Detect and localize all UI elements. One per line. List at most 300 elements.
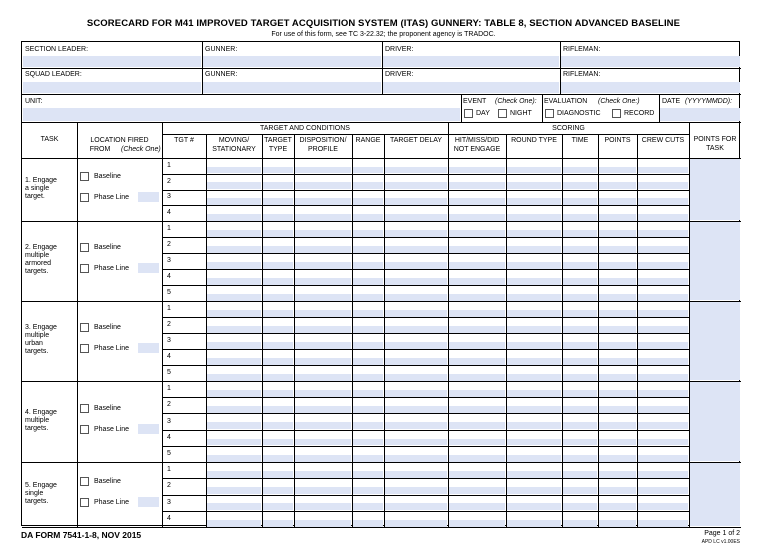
score-cell-field[interactable] xyxy=(207,471,261,478)
score-cell-field[interactable] xyxy=(385,358,447,365)
target-number: 2 xyxy=(167,177,171,185)
gunner-field-2[interactable] xyxy=(203,82,381,93)
record-label: RECORD xyxy=(624,110,655,117)
score-cell-field[interactable] xyxy=(507,406,561,413)
score-cell-field[interactable] xyxy=(263,182,293,189)
score-cell-field[interactable] xyxy=(638,326,688,333)
event-check-one-label: (Check One): xyxy=(495,98,537,105)
points-for-task-field[interactable] xyxy=(690,222,740,300)
score-cell-field[interactable] xyxy=(263,342,293,349)
phase-line-field[interactable] xyxy=(138,497,159,507)
score-cell-field[interactable] xyxy=(563,246,597,253)
score-cell-field[interactable] xyxy=(638,374,688,381)
task-label: 4. Engage multiple targets. xyxy=(25,408,57,432)
score-cell-field[interactable] xyxy=(385,230,447,237)
score-cell-field[interactable] xyxy=(449,246,505,253)
phase-line-checkbox[interactable] xyxy=(80,193,89,202)
section-leader-label: SECTION LEADER: xyxy=(25,46,89,53)
score-cell-field[interactable] xyxy=(263,520,293,527)
score-cell-field[interactable] xyxy=(263,230,293,237)
score-cell-field[interactable] xyxy=(385,471,447,478)
score-cell-field[interactable] xyxy=(207,455,261,462)
score-cell-field[interactable] xyxy=(263,422,293,429)
score-cell-field[interactable] xyxy=(599,214,636,221)
score-cell-field[interactable] xyxy=(263,167,293,174)
score-cell-field[interactable] xyxy=(599,310,636,317)
score-cell-field[interactable] xyxy=(507,310,561,317)
score-cell-field[interactable] xyxy=(207,406,261,413)
score-cell-field[interactable] xyxy=(507,422,561,429)
score-cell-field[interactable] xyxy=(207,390,261,397)
score-cell-field[interactable] xyxy=(207,487,261,494)
score-cell-field[interactable] xyxy=(353,230,383,237)
score-cell-field[interactable] xyxy=(263,374,293,381)
phase-line-field[interactable] xyxy=(138,343,159,353)
score-cell-field[interactable] xyxy=(563,294,597,301)
phase-line-checkbox[interactable] xyxy=(80,344,89,353)
rifleman-label: RIFLEMAN: xyxy=(563,71,601,78)
gunner-field-1[interactable] xyxy=(203,56,381,67)
score-cell-field[interactable] xyxy=(449,310,505,317)
score-cell-field[interactable] xyxy=(385,406,447,413)
score-cell-field[interactable] xyxy=(385,390,447,397)
score-cell-field[interactable] xyxy=(563,520,597,527)
score-cell-field[interactable] xyxy=(599,358,636,365)
score-cell-field[interactable] xyxy=(263,310,293,317)
score-cell-field[interactable] xyxy=(638,503,688,510)
score-cell-field[interactable] xyxy=(295,294,351,301)
night-label: NIGHT xyxy=(510,110,532,117)
score-cell-field[interactable] xyxy=(599,230,636,237)
score-cell-field[interactable] xyxy=(263,455,293,462)
score-cell-field[interactable] xyxy=(638,439,688,446)
score-cell-field[interactable] xyxy=(385,326,447,333)
score-cell-field[interactable] xyxy=(507,262,561,269)
score-cell-field[interactable] xyxy=(295,326,351,333)
header-divider xyxy=(22,158,741,159)
score-cell-field[interactable] xyxy=(563,422,597,429)
score-cell-field[interactable] xyxy=(353,262,383,269)
diagnostic-checkbox[interactable] xyxy=(545,109,554,118)
score-cell-field[interactable] xyxy=(599,278,636,285)
score-cell-field[interactable] xyxy=(563,342,597,349)
header-divider xyxy=(162,134,689,135)
score-cell-field[interactable] xyxy=(599,326,636,333)
score-cell-field[interactable] xyxy=(353,390,383,397)
target-number: 1 xyxy=(167,385,171,393)
score-cell-field[interactable] xyxy=(295,214,351,221)
score-cell-field[interactable] xyxy=(385,455,447,462)
row-divider xyxy=(22,94,741,95)
score-cell-field[interactable] xyxy=(563,358,597,365)
score-cell-field[interactable] xyxy=(638,246,688,253)
score-cell-field[interactable] xyxy=(638,278,688,285)
score-cell-field[interactable] xyxy=(638,230,688,237)
baseline-checkbox[interactable] xyxy=(80,172,89,181)
score-cell-field[interactable] xyxy=(638,167,688,174)
score-cell-field[interactable] xyxy=(507,358,561,365)
points-for-task-field[interactable] xyxy=(690,463,740,526)
score-cell-field[interactable] xyxy=(295,246,351,253)
score-cell-field[interactable] xyxy=(449,422,505,429)
score-cell-field[interactable] xyxy=(207,503,261,510)
score-cell-field[interactable] xyxy=(563,230,597,237)
score-cell-field[interactable] xyxy=(638,406,688,413)
score-cell-field[interactable] xyxy=(385,294,447,301)
score-cell-field[interactable] xyxy=(563,167,597,174)
driver-label: DRIVER: xyxy=(385,46,414,53)
score-cell-field[interactable] xyxy=(507,294,561,301)
score-cell-field[interactable] xyxy=(385,167,447,174)
date-field[interactable] xyxy=(660,108,740,121)
score-cell-field[interactable] xyxy=(638,214,688,221)
score-cell-field[interactable] xyxy=(295,182,351,189)
baseline-checkbox[interactable] xyxy=(80,323,89,332)
score-cell-field[interactable] xyxy=(638,471,688,478)
score-cell-field[interactable] xyxy=(507,198,561,205)
score-cell-field[interactable] xyxy=(353,246,383,253)
score-cell-field[interactable] xyxy=(207,182,261,189)
score-cell-field[interactable] xyxy=(638,358,688,365)
score-cell-field[interactable] xyxy=(295,487,351,494)
score-cell-field[interactable] xyxy=(263,294,293,301)
score-cell-field[interactable] xyxy=(295,390,351,397)
score-cell-field[interactable] xyxy=(563,262,597,269)
score-cell-field[interactable] xyxy=(207,278,261,285)
score-cell-field[interactable] xyxy=(449,167,505,174)
score-cell-field[interactable] xyxy=(638,455,688,462)
baseline-label: Baseline xyxy=(94,172,121,180)
score-cell-field[interactable] xyxy=(263,503,293,510)
round-type-header: ROUND TYPE xyxy=(511,137,557,144)
score-cell-field[interactable] xyxy=(507,374,561,381)
score-cell-field[interactable] xyxy=(563,278,597,285)
score-cell-field[interactable] xyxy=(638,422,688,429)
score-cell-field[interactable] xyxy=(385,487,447,494)
score-cell-field[interactable] xyxy=(563,439,597,446)
score-cell-field[interactable] xyxy=(507,230,561,237)
score-cell-field[interactable] xyxy=(295,230,351,237)
points-for-task-field[interactable] xyxy=(690,302,740,380)
score-cell-field[interactable] xyxy=(207,230,261,237)
score-cell-field[interactable] xyxy=(599,455,636,462)
target-number: 2 xyxy=(167,482,171,490)
score-cell-field[interactable] xyxy=(207,374,261,381)
points-for-task-field[interactable] xyxy=(690,382,740,461)
unit-label: UNIT: xyxy=(25,98,43,105)
score-cell-field[interactable] xyxy=(207,198,261,205)
baseline-checkbox[interactable] xyxy=(80,477,89,486)
score-cell-field[interactable] xyxy=(263,198,293,205)
score-cell-field[interactable] xyxy=(207,246,261,253)
score-cell-field[interactable] xyxy=(263,390,293,397)
disposition-header: DISPOSITION/ xyxy=(299,137,347,144)
score-cell-field[interactable] xyxy=(449,262,505,269)
score-cell-field[interactable] xyxy=(449,182,505,189)
score-cell-field[interactable] xyxy=(507,246,561,253)
squad-leader-label: SQUAD LEADER: xyxy=(25,71,82,78)
score-cell-field[interactable] xyxy=(385,198,447,205)
score-cell-field[interactable] xyxy=(385,262,447,269)
score-cell-field[interactable] xyxy=(507,487,561,494)
score-cell-field[interactable] xyxy=(207,422,261,429)
target-number: 3 xyxy=(167,193,171,201)
driver-field-1[interactable] xyxy=(383,56,559,67)
score-cell-field[interactable] xyxy=(263,214,293,221)
score-cell-field[interactable] xyxy=(295,374,351,381)
score-cell-field[interactable] xyxy=(353,439,383,446)
score-cell-field[interactable] xyxy=(207,326,261,333)
score-cell-field[interactable] xyxy=(507,326,561,333)
score-cell-field[interactable] xyxy=(207,262,261,269)
score-cell-field[interactable] xyxy=(449,439,505,446)
score-cell-field[interactable] xyxy=(353,342,383,349)
score-cell-field[interactable] xyxy=(638,182,688,189)
score-cell-field[interactable] xyxy=(295,406,351,413)
score-cell-field[interactable] xyxy=(507,342,561,349)
score-cell-field[interactable] xyxy=(449,503,505,510)
score-cell-field[interactable] xyxy=(385,422,447,429)
score-cell-field[interactable] xyxy=(295,342,351,349)
score-cell-field[interactable] xyxy=(599,262,636,269)
score-cell-field[interactable] xyxy=(207,294,261,301)
score-cell-field[interactable] xyxy=(385,278,447,285)
score-cell-field[interactable] xyxy=(353,358,383,365)
score-cell-field[interactable] xyxy=(353,214,383,221)
score-cell-field[interactable] xyxy=(353,487,383,494)
target-row-divider xyxy=(162,253,689,254)
rifleman-field-1[interactable] xyxy=(561,56,740,67)
score-cell-field[interactable] xyxy=(295,358,351,365)
score-cell-field[interactable] xyxy=(207,167,261,174)
score-cell-field[interactable] xyxy=(507,471,561,478)
tgt-number-header: TGT # xyxy=(174,137,194,144)
score-cell-field[interactable] xyxy=(295,422,351,429)
score-cell-field[interactable] xyxy=(563,406,597,413)
score-cell-field[interactable] xyxy=(353,167,383,174)
score-cell-field[interactable] xyxy=(385,520,447,527)
score-cell-field[interactable] xyxy=(449,230,505,237)
score-cell-field[interactable] xyxy=(263,487,293,494)
score-cell-field[interactable] xyxy=(207,520,261,527)
phase-line-checkbox[interactable] xyxy=(80,498,89,507)
score-cell-field[interactable] xyxy=(638,487,688,494)
score-cell-field[interactable] xyxy=(599,294,636,301)
day-checkbox[interactable] xyxy=(464,109,473,118)
score-cell-field[interactable] xyxy=(599,503,636,510)
score-cell-field[interactable] xyxy=(385,342,447,349)
score-cell-field[interactable] xyxy=(353,422,383,429)
score-cell-field[interactable] xyxy=(449,214,505,221)
score-cell-field[interactable] xyxy=(638,390,688,397)
score-cell-field[interactable] xyxy=(507,278,561,285)
score-cell-field[interactable] xyxy=(599,439,636,446)
score-cell-field[interactable] xyxy=(563,310,597,317)
score-cell-field[interactable] xyxy=(263,439,293,446)
target-row-divider xyxy=(162,446,689,447)
score-cell-field[interactable] xyxy=(263,406,293,413)
score-cell-field[interactable] xyxy=(207,310,261,317)
score-cell-field[interactable] xyxy=(599,406,636,413)
score-cell-field[interactable] xyxy=(449,406,505,413)
score-cell-field[interactable] xyxy=(295,310,351,317)
phase-line-checkbox[interactable] xyxy=(80,264,89,273)
score-cell-field[interactable] xyxy=(599,374,636,381)
score-cell-field[interactable] xyxy=(563,390,597,397)
score-cell-field[interactable] xyxy=(507,167,561,174)
score-cell-field[interactable] xyxy=(599,198,636,205)
score-cell-field[interactable] xyxy=(449,374,505,381)
diagnostic-label: DIAGNOSTIC xyxy=(557,110,601,117)
score-cell-field[interactable] xyxy=(385,246,447,253)
score-cell-field[interactable] xyxy=(599,520,636,527)
baseline-checkbox[interactable] xyxy=(80,243,89,252)
target-row-divider xyxy=(162,174,689,175)
score-cell-field[interactable] xyxy=(449,278,505,285)
score-cell-field[interactable] xyxy=(207,342,261,349)
evaluation-check-one-label: (Check One:) xyxy=(598,98,640,105)
score-cell-field[interactable] xyxy=(563,503,597,510)
score-cell-field[interactable] xyxy=(507,439,561,446)
score-cell-field[interactable] xyxy=(263,278,293,285)
score-cell-field[interactable] xyxy=(599,487,636,494)
score-cell-field[interactable] xyxy=(449,342,505,349)
score-cell-field[interactable] xyxy=(263,262,293,269)
score-cell-field[interactable] xyxy=(385,214,447,221)
score-cell-field[interactable] xyxy=(449,520,505,527)
score-cell-field[interactable] xyxy=(207,358,261,365)
disposition-header-line2: PROFILE xyxy=(308,146,338,153)
score-cell-field[interactable] xyxy=(385,310,447,317)
score-cell-field[interactable] xyxy=(263,326,293,333)
score-cell-field[interactable] xyxy=(353,294,383,301)
score-cell-field[interactable] xyxy=(353,455,383,462)
score-cell-field[interactable] xyxy=(295,471,351,478)
form-frame xyxy=(21,41,740,526)
driver-field-2[interactable] xyxy=(383,82,559,93)
score-cell-field[interactable] xyxy=(295,520,351,527)
score-cell-field[interactable] xyxy=(563,182,597,189)
section-leader-field[interactable] xyxy=(23,56,201,67)
score-cell-field[interactable] xyxy=(385,503,447,510)
score-cell-field[interactable] xyxy=(599,182,636,189)
score-cell-field[interactable] xyxy=(295,455,351,462)
phase-line-checkbox[interactable] xyxy=(80,425,89,434)
points-for-task-field[interactable] xyxy=(690,159,740,220)
rifleman-field-2[interactable] xyxy=(561,82,740,93)
score-cell-field[interactable] xyxy=(449,198,505,205)
score-cell-field[interactable] xyxy=(638,294,688,301)
score-cell-field[interactable] xyxy=(263,471,293,478)
target-number: 4 xyxy=(167,514,171,522)
score-cell-field[interactable] xyxy=(353,278,383,285)
task-divider xyxy=(22,462,741,463)
score-cell-field[interactable] xyxy=(638,342,688,349)
score-cell-field[interactable] xyxy=(449,358,505,365)
score-cell-field[interactable] xyxy=(385,182,447,189)
score-cell-field[interactable] xyxy=(563,455,597,462)
score-cell-field[interactable] xyxy=(599,342,636,349)
night-checkbox[interactable] xyxy=(498,109,507,118)
target-row-divider xyxy=(162,269,689,270)
score-cell-field[interactable] xyxy=(507,390,561,397)
target-number: 3 xyxy=(167,498,171,506)
score-cell-field[interactable] xyxy=(295,503,351,510)
score-cell-field[interactable] xyxy=(385,374,447,381)
score-cell-field[interactable] xyxy=(263,246,293,253)
score-cell-field[interactable] xyxy=(638,262,688,269)
score-cell-field[interactable] xyxy=(599,390,636,397)
score-cell-field[interactable] xyxy=(449,455,505,462)
score-cell-field[interactable] xyxy=(563,471,597,478)
score-cell-field[interactable] xyxy=(353,374,383,381)
score-cell-field[interactable] xyxy=(449,471,505,478)
score-cell-field[interactable] xyxy=(295,278,351,285)
phase-line-field[interactable] xyxy=(138,192,159,202)
baseline-checkbox[interactable] xyxy=(80,404,89,413)
score-cell-field[interactable] xyxy=(295,262,351,269)
score-cell-field[interactable] xyxy=(563,487,597,494)
score-cell-field[interactable] xyxy=(353,520,383,527)
score-cell-field[interactable] xyxy=(385,439,447,446)
score-cell-field[interactable] xyxy=(638,198,688,205)
score-cell-field[interactable] xyxy=(449,326,505,333)
score-cell-field[interactable] xyxy=(563,326,597,333)
score-cell-field[interactable] xyxy=(353,326,383,333)
score-cell-field[interactable] xyxy=(263,358,293,365)
score-cell-field[interactable] xyxy=(207,214,261,221)
score-cell-field[interactable] xyxy=(353,310,383,317)
score-cell-field[interactable] xyxy=(507,503,561,510)
score-cell-field[interactable] xyxy=(353,198,383,205)
phase-line-field[interactable] xyxy=(138,263,159,273)
score-cell-field[interactable] xyxy=(507,182,561,189)
score-cell-field[interactable] xyxy=(638,520,688,527)
row-divider xyxy=(22,122,741,123)
score-cell-field[interactable] xyxy=(563,214,597,221)
scoring-header: SCORING xyxy=(552,125,585,132)
score-cell-field[interactable] xyxy=(353,503,383,510)
score-cell-field[interactable] xyxy=(295,198,351,205)
score-cell-field[interactable] xyxy=(599,422,636,429)
score-cell-field[interactable] xyxy=(599,471,636,478)
score-cell-field[interactable] xyxy=(449,390,505,397)
squad-leader-field[interactable] xyxy=(23,82,201,93)
unit-field[interactable] xyxy=(23,108,460,121)
score-cell-field[interactable] xyxy=(295,439,351,446)
score-cell-field[interactable] xyxy=(507,455,561,462)
baseline-label: Baseline xyxy=(94,404,121,412)
score-cell-field[interactable] xyxy=(599,246,636,253)
score-cell-field[interactable] xyxy=(563,374,597,381)
score-cell-field[interactable] xyxy=(507,520,561,527)
score-cell-field[interactable] xyxy=(295,167,351,174)
baseline-label: Baseline xyxy=(94,477,121,485)
event-label: EVENT xyxy=(463,98,487,105)
score-cell-field[interactable] xyxy=(599,167,636,174)
record-checkbox[interactable] xyxy=(612,109,621,118)
phase-line-field[interactable] xyxy=(138,424,159,434)
score-cell-field[interactable] xyxy=(638,310,688,317)
score-cell-field[interactable] xyxy=(353,471,383,478)
score-cell-field[interactable] xyxy=(207,439,261,446)
score-cell-field[interactable] xyxy=(507,214,561,221)
score-cell-field[interactable] xyxy=(449,294,505,301)
score-cell-field[interactable] xyxy=(449,487,505,494)
score-cell-field[interactable] xyxy=(563,198,597,205)
score-cell-field[interactable] xyxy=(353,182,383,189)
score-cell-field[interactable] xyxy=(353,406,383,413)
